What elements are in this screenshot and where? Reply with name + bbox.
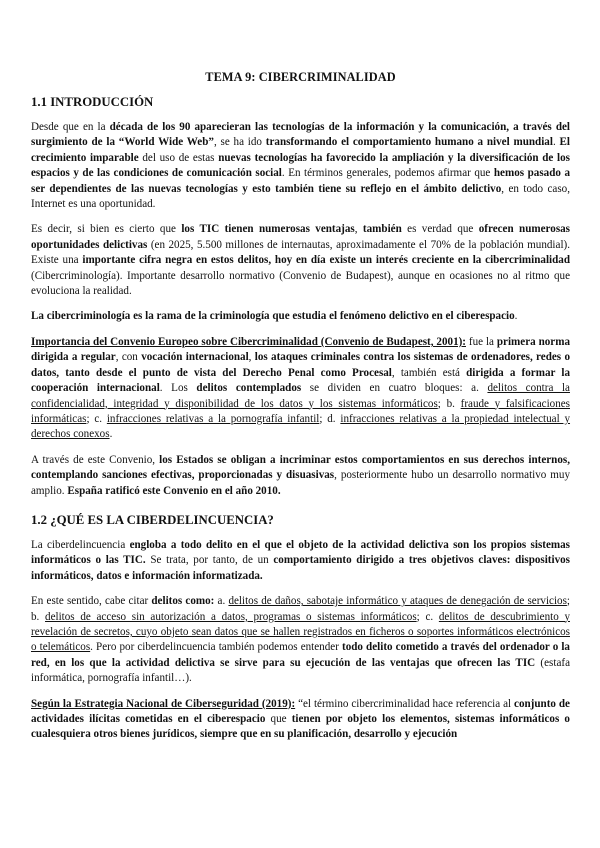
text-run: los Estados se obligan a incriminar estos comportamientos en sus derechos internos, contemplando sanciones efectivas, proporcionadas y disuasivas [31, 453, 570, 482]
text-run: Desde que en la [31, 121, 110, 133]
text-run: que [265, 713, 292, 725]
text-run: La cibercriminología es la rama de la criminología que estudia el fenómeno delictivo en el ciberespacio [31, 310, 515, 323]
text-run: (estafa informática, pornografía infantil…). [31, 656, 570, 685]
text-run: importante cifra negra en estos delitos, hoy en día existe un interés creciente en la cibercriminalidad [82, 254, 570, 267]
section-introduccion [31, 95, 570, 499]
text-run: (Cibercriminología). Importante desarrollo normativo (Convenio de Budapest), aunque en ocasiones no al ritmo que evoluciona la realidad. [31, 269, 570, 298]
text-run: engloba a todo delito en el que el objeto de la actividad delictiva son los propios sistemas informáticos o las TIC. [31, 538, 570, 567]
section-heading-introduccion: 1.1 INTRODUCCIÓN [31, 95, 154, 109]
text-run: ; c. [86, 412, 107, 425]
text-run: ; c. [416, 610, 439, 623]
text-run: , posteriormente hubo un desarrollo normativo muy amplio. [31, 469, 570, 497]
text-run: se dividen en cuatro bloques: a. [301, 382, 488, 395]
text-run: delitos contemplados [196, 382, 302, 395]
text-run: década de los 90 aparecieran las tecnologías de la información y la comunicación, a través del surgimiento de la “World Wide Web” [31, 121, 571, 149]
text-run: ; d. [319, 412, 341, 425]
text-run: conjunto de actividades ilícitas cometidas en el ciberespacio [31, 697, 570, 725]
text-run: España ratificó este Convenio en el año 2010. [67, 484, 281, 497]
text-run: El crecimiento imparable [31, 136, 571, 164]
text-run: delitos como: [151, 595, 215, 608]
text-run: Según la Estrategia Nacional de Ciberseguridad (2019): [31, 697, 296, 710]
text-run: . [109, 428, 113, 441]
text-run: . En términos generales, podemos afirmar que [281, 167, 494, 180]
text-run: La ciberdelincuencia [31, 538, 130, 551]
text-run: hemos pasado a ser dependientes de las nuevas tecnologías y esto también tiene su reflejo en el ámbito delictivo [31, 167, 570, 195]
text-run: . [552, 136, 560, 149]
text-run: vocación internacional [141, 351, 249, 364]
text-run: ofrecen numerosas oportunidades delictivas [31, 223, 571, 251]
text-run: , [248, 351, 255, 364]
text-run: delitos de acceso sin autorización a datos, programas o sistemas informáticos [45, 610, 417, 623]
text-run: primera norma dirigida a regular [31, 335, 570, 364]
section-heading-ciberdelincuencia: 1.2 ¿QUÉ ES LA CIBERDELINCUENCIA? [31, 512, 274, 527]
text-run: infracciones relativas a la pornografía infantil [106, 412, 320, 425]
text-run: , también está [391, 366, 467, 379]
text-run: comportamiento dirigido a tres objetivos claves: dispositivos informáticos, datos e información informatizada. [31, 554, 570, 582]
text-run: es verdad que [401, 223, 479, 236]
text-run: . [514, 310, 518, 323]
text-run: ; b. [437, 397, 461, 410]
text-run: también [362, 223, 402, 236]
section-ciberdelincuencia [31, 513, 570, 743]
text-run: . Los [159, 382, 197, 395]
text-run: del uso de estas [138, 151, 219, 164]
paragraph-s2-2 [31, 594, 570, 686]
paragraph-s2-3 [31, 697, 570, 743]
text-run: , con [115, 351, 142, 364]
text-run: tienen por objeto los elementos, sistemas informáticos o cualesquiera otros bienes jurídicos, siempre que en su planificación, desarrollo y ejecución [31, 713, 570, 741]
text-run: , [354, 223, 363, 236]
text-run: Es decir, si bien es cierto que [31, 223, 182, 236]
document-title: TEMA 9: CIBERCRIMINALIDAD [205, 70, 396, 84]
text-run: transformando el comportamiento humano a nivel mundial [265, 136, 553, 149]
paragraph-s2-1 [31, 538, 570, 584]
text-run: Se trata, por tanto, de un [145, 554, 274, 567]
text-run: delitos de descubrimiento y revelación de secretos, cuyo objeto sean datos que se hallen registrados en ficheros o soportes informáticos electrónicos o telemáticos [31, 610, 570, 654]
text-run: fue la [466, 335, 497, 348]
paragraph-intro-3 [31, 309, 570, 324]
text-run: “el término cibercriminalidad hace referencia al [295, 697, 515, 710]
text-run: delitos contra la confidencialidad, integridad y disponibilidad de los datos y los sistemas informáticos [31, 382, 570, 410]
text-run: , en todo caso, Internet es una oportunidad. [31, 182, 570, 211]
text-run: todo delito cometido a través del ordenador o la red, en los que la actividad delictiva se sirve para su ejecución de las ventajas que ofrecen las TIC [31, 641, 570, 669]
text-run: delitos de daños, sabotaje informático y ataques de denegación de servicios [228, 595, 567, 608]
paragraph-intro-4 [31, 335, 570, 443]
text-run: los ataques criminales contra los sistemas de ordenadores, redes o datos, tanto desde el punto de vista del Derecho Penal como Procesal [31, 351, 570, 379]
text-run: (en 2025, 5.500 millones de internautas, aproximadamente el 70% de la población mundial). Existe una [31, 238, 570, 267]
text-run: a. [214, 595, 229, 608]
text-run: fraude y falsificaciones informáticas [31, 397, 570, 425]
text-run: En este sentido, cabe citar [31, 595, 152, 608]
paragraph-intro-5 [31, 453, 570, 499]
text-run: Importancia del Convenio Europeo sobre Cibercriminalidad (Convenio de Budapest, 2001): [31, 335, 466, 348]
text-run: , se ha ido [213, 136, 266, 149]
text-run: A través de este Convenio, [31, 453, 160, 466]
text-run: . Pero por ciberdelincuencia también podemos entender [90, 641, 342, 654]
text-run: infracciones relativas a la propiedad intelectual y derechos conexos [31, 412, 571, 441]
text-run: dirigida a formar la cooperación internacional [31, 366, 571, 395]
text-run: ; b. [31, 595, 570, 623]
paragraph-intro-1 [31, 120, 570, 212]
text-run: los TIC tienen numerosas ventajas [181, 223, 355, 236]
paragraph-intro-2 [31, 222, 570, 299]
text-run: nuevas tecnologías ha favorecido la ampliación y la diversificación de los espacios y de las condiciones de comunicación social [31, 151, 570, 180]
